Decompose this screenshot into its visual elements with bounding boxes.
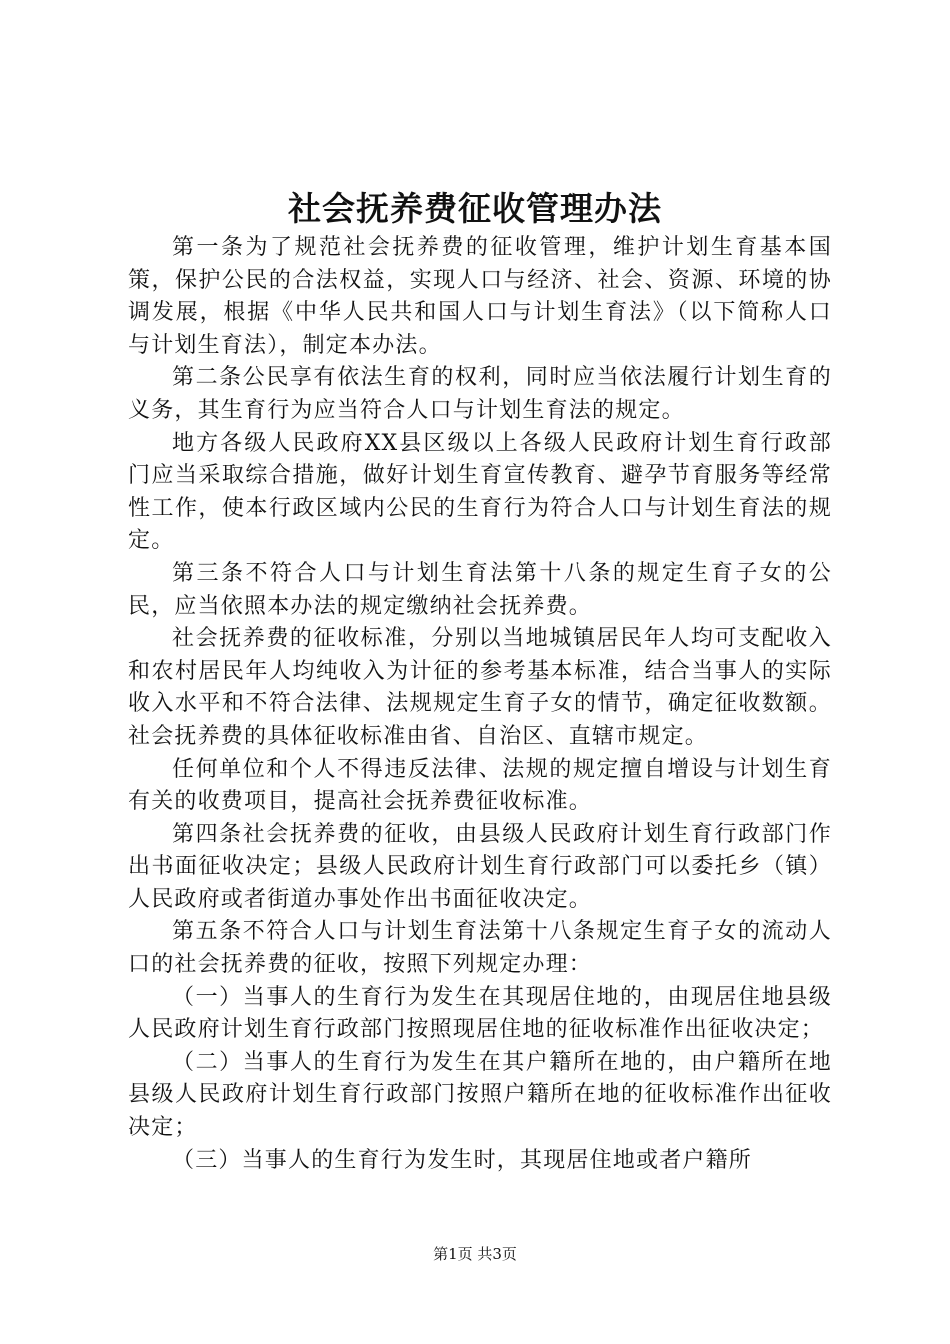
paragraph-article-5: 第五条不符合人口与计划生育法第十八条规定生育子女的流动人口的社会抚养费的征收，按照下列规定办理： [128, 919, 832, 978]
paragraph-article-1: 第一条为了规范社会抚养费的征收管理，维护计划生育基本国策，保护公民的合法权益，实现人口与经济、社会、资源、环境的协调发展，根据《中华人民共和国人口与计划生育法》（以下简称人口与计划生育法），制定本办法。 [128, 235, 832, 358]
paragraph-article-5-item-2: （二）当事人的生育行为发生在其户籍所在地的，由户籍所在地县级人民政府计划生育行政部门按照户籍所在地的征收标准作出征收决定； [128, 1049, 832, 1141]
paragraph-article-2: 第二条公民享有依法生育的权利，同时应当依法履行计划生育的义务，其生育行为应当符合人口与计划生育法的规定。 [128, 365, 832, 423]
paragraph-article-5-item-3: （三）当事人的生育行为发生时，其现居住地或者户籍所 [172, 1147, 753, 1173]
document-title: 社会抚养费征收管理办法 [288, 189, 662, 228]
paragraph-article-3-standard: 社会抚养费的征收标准，分别以当地城镇居民年人均可支配收入和农村居民年人均纯收入为计征的参考基本标准，结合当事人的实际收入水平和不符合法律、法规规定生育子女的情节，确定征收数额。社会抚养费的具体征收标准由省、自治区、直辖市规定。 [128, 626, 832, 749]
paragraph-article-3-prohibition: 任何单位和个人不得违反法律、法规的规定擅自增设与计划生育有关的收费项目，提高社会抚养费征收标准。 [128, 756, 832, 815]
paragraph-article-5-item-1: （一）当事人的生育行为发生在其现居住地的，由现居住地县级人民政府计划生育行政部门按照现居住地的征收标准作出征收决定； [128, 984, 832, 1043]
document-body [128, 232, 832, 1177]
paragraph-article-2-local-gov: 地方各级人民政府XX县区级以上各级人民政府计划生育行政部门应当采取综合措施，做好计划生育宣传教育、避孕节育服务等经常性工作，使本行政区域内公民的生育行为符合人口与计划生育法的规定。 [128, 430, 832, 554]
paragraph-article-3: 第三条不符合人口与计划生育法第十八条的规定生育子女的公民，应当依照本办法的规定缴纳社会抚养费。 [128, 560, 832, 619]
paragraph-article-4: 第四条社会抚养费的征收，由县级人民政府计划生育行政部门作出书面征收决定；县级人民政府计划生育行政部门可以委托乡（镇）人民政府或者街道办事处作出书面征收决定。 [128, 821, 832, 912]
page-number-footer: 第1页 共3页 [433, 1245, 517, 1263]
